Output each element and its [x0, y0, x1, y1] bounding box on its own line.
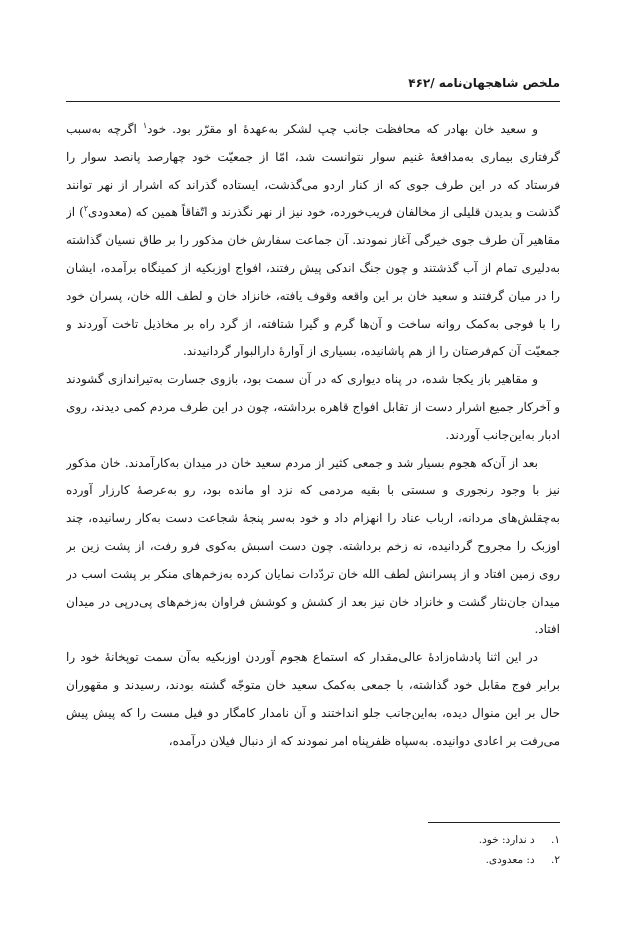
- footnote-rule: [428, 822, 560, 823]
- body-text: [66, 116, 560, 796]
- paragraph-1: [66, 116, 560, 366]
- footnote-ref-2: ۲: [83, 204, 89, 214]
- footnotes: [66, 830, 560, 870]
- footnote-1: [66, 830, 560, 850]
- paragraph-1-part-1: و سعید خان بهادر که محافظت جانب چپ لشکر به‌عهدهٔ او مقرّر بود. خود: [147, 122, 538, 136]
- footnote-1-text: د ندارد: خود.: [478, 834, 535, 846]
- running-header: ملخص شاهجهان‌نامه /۴۶۲: [408, 76, 560, 90]
- paragraph-3: بعد از آن‌که هجوم بسیار شد و جمعی کثیر از مردم سعید خان در میدان به‌کارآمدند. خان مذکور نیز با وجود رنجوری و سستی با بقیه مردمی که نزد او مانده بود، رو به‌عرصهٔ کارزار آورده به‌چقلش‌های مردانه، ارباب عناد را انهزام داد و خود به‌سر پنجهٔ شجاعت دست به‌کار رسانیده، چند اوزبک را مجروح گردانیده، نه زخم برداشته. چون دست اسبش به‌کوی فرو رفت، از پشت زین بر روی زمین افتاد و از پسرانش لطف الله خان تردّدات نمایان کرده به‌زخم‌های منکر بر پشت اسب در میدان جان‌نثار گشت و خانزاد خان نیز بعد از کشش و کوشش فراوان به‌زخم‌های پی‌درپی در میدان افتاد.: [66, 455, 560, 637]
- paragraph-4: در این اثنا پادشاه‌زادهٔ عالی‌مقدار که استماع هجوم آوردن اوزبکیه به‌آن سمت توپخانهٔ خود را برابر فوج مقابل خود گذاشته، با جمعی به‌کمک سعید خان متوجّه گشته بودند، رسیدند و مقهوران حال بر این منوال دیده، به‌این‌جانب جلو انداختند و آن نامدار کامگار دو فیل مست را که پیش پیش می‌رفت بر اعادی دوانیده. به‌سپاه ظفرپناه امر نمودند که از دنبال فیلان درآمده،: [66, 650, 560, 748]
- header-rule: [66, 101, 560, 102]
- paragraph-1-part-2: اگرچه به‌سبب گرفتاری بیماری به‌مدافعهٔ غنیم سوار نتوانست شد، امّا از جمعیّت خود چهارصد پانصد سوار را فرستاد که در این طرف جوی که از کنار اردو می‌گذشت، ایستاده گذراند که اشرار از نهر توانند گذشت و بدیدن قلیلی از مخالفان فریب‌خورده، خود نیز از نهر نگذرند و اتّفاقاً همین که (معدودی: [66, 122, 560, 220]
- paragraph-2: و مقاهیر باز یکجا شده، در پناه دیواری که در آن سمت بود، بازوی جسارت به‌تیراندازی گشودند و آخرکار جمیع اشرار دست از تقابل افواج قاهره برداشته، چون در این طرف مردم کمی دیدند، روی ادبار به‌این‌جانب آوردند.: [66, 372, 560, 442]
- footnote-2-text: د: معدودی.: [485, 854, 535, 866]
- footnote-2-number: ۲.: [551, 854, 560, 866]
- footnote-ref-1: ۱: [142, 121, 148, 130]
- footnote-1-number: ۱.: [551, 834, 560, 846]
- footnote-2: [66, 850, 560, 870]
- paragraph-1-part-3: ) از مقاهیر آن طرف جوی خیرگی آغاز نمودند. آن جماعت سفارش خان مذکور را بر طاق نسیان گذاشته به‌دلیری تمام از آب گذشتند و چون جنگ اندکی پیش رفتند، افواج اوزبکیه از کمینگاه برآمده، ایشان را در میان گرفتند و سعید خان بر این واقعه وقوف یافته، خانزاد خان و لطف الله خان، پسران خود را با فوجی به‌کمک روانه ساخت و آن‌ها گرم و گیرا شتافته، از گرد راه بر مخاذیل تاخت آوردند و جمعیّت آن کم‌فرصتان را از هم پاشانیده، بسیاری از آوارهٔ دارالبوار گردانیدند.: [66, 205, 560, 359]
